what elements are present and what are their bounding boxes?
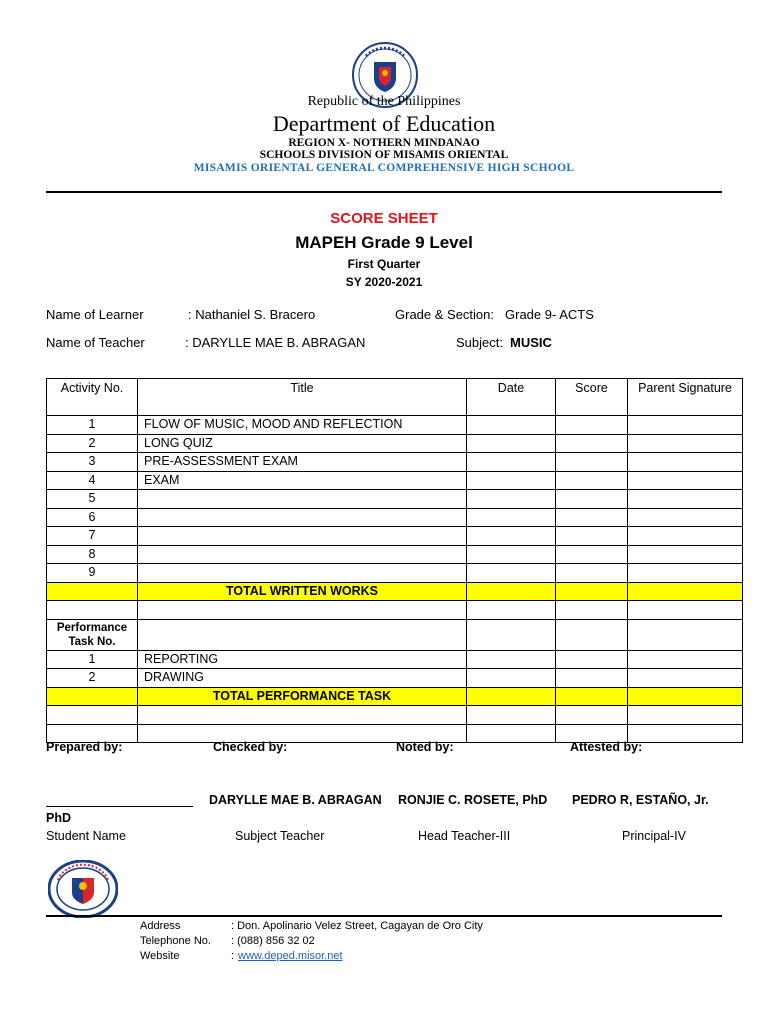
date-cell[interactable] [467, 687, 556, 706]
region-line: REGION X- NOTHERN MINDANAO [288, 137, 480, 149]
header-divider [46, 191, 722, 193]
activity-no: 7 [47, 527, 138, 546]
score-cell[interactable] [556, 669, 628, 688]
address-value: : Don. Apolinario Velez Street, Cagayan de Oro City [231, 920, 483, 932]
score-cell[interactable] [556, 687, 628, 706]
quarter-label: First Quarter [347, 257, 421, 271]
table-row [47, 564, 743, 583]
table-row [47, 650, 743, 669]
subject-level-title: MAPEH Grade 9 Level [295, 233, 473, 252]
learner-value: : Nathaniel S. Bracero [188, 307, 316, 322]
signature-cell[interactable] [628, 416, 743, 435]
activity-title: LONG QUIZ [138, 434, 467, 453]
subject-value: MUSIC [510, 335, 552, 350]
total-written-label: TOTAL WRITTEN WORKS [138, 582, 467, 601]
learner-label: Name of Learner [46, 307, 144, 322]
head-teacher-role: Head Teacher-III [418, 829, 511, 843]
subject-label: Subject: [456, 335, 503, 350]
teacher-label: Name of Teacher [46, 335, 145, 350]
score-cell[interactable] [556, 545, 628, 564]
department-title: Department of Education [272, 111, 496, 136]
total-performance-label: TOTAL PERFORMANCE TASK [138, 687, 467, 706]
signature-cell[interactable] [628, 434, 743, 453]
table-row [47, 706, 743, 725]
date-cell[interactable] [467, 471, 556, 490]
date-cell[interactable] [467, 545, 556, 564]
student-role: Student Name [46, 829, 126, 843]
activity-title[interactable] [138, 564, 467, 583]
activity-no: 2 [47, 434, 138, 453]
activity-no: 3 [47, 453, 138, 472]
head-teacher-signatory: RONJIE C. ROSETE, PhD [398, 793, 548, 807]
task-title: REPORTING [138, 650, 467, 669]
activity-no: 9 [47, 564, 138, 583]
activity-title[interactable] [138, 508, 467, 527]
signature-cell[interactable] [628, 508, 743, 527]
table-row [47, 508, 743, 527]
noted-by-label: Noted by: [396, 740, 454, 754]
signature-cell[interactable] [628, 545, 743, 564]
grade-label: Grade & Section: [395, 307, 494, 322]
footer-divider [46, 915, 722, 917]
activity-title: EXAM [138, 471, 467, 490]
score-cell[interactable] [556, 564, 628, 583]
date-cell[interactable] [467, 582, 556, 601]
signature-cell[interactable] [628, 582, 743, 601]
school-name: MISAMIS ORIENTAL GENERAL COMPREHENSIVE HIGH SCHOOL [193, 162, 575, 174]
table-row [47, 416, 743, 435]
activity-title: PRE-ASSESSMENT EXAM [138, 453, 467, 472]
activity-no: 1 [47, 416, 138, 435]
score-cell[interactable] [556, 582, 628, 601]
school-year-label: SY 2020-2021 [345, 275, 423, 289]
signature-cell[interactable] [628, 453, 743, 472]
score-cell[interactable] [556, 650, 628, 669]
grade-value: Grade 9- ACTS [505, 307, 594, 322]
signature-cell[interactable] [628, 564, 743, 583]
date-cell[interactable] [467, 416, 556, 435]
activity-title[interactable] [138, 527, 467, 546]
principal-suffix: PhD [46, 811, 71, 825]
performance-task-header: Performance Task No. [47, 619, 138, 650]
table-row [47, 601, 743, 620]
date-cell[interactable] [467, 490, 556, 509]
table-row [47, 490, 743, 509]
republic-line: Republic of the Philippines [307, 94, 461, 109]
score-cell[interactable] [556, 471, 628, 490]
teacher-role: Subject Teacher [235, 829, 325, 843]
score-cell[interactable] [556, 416, 628, 435]
activity-no: 4 [47, 471, 138, 490]
activity-no: 6 [47, 508, 138, 527]
phone-value: : (088) 856 32 02 [231, 935, 315, 947]
signature-cell[interactable] [628, 669, 743, 688]
date-cell[interactable] [467, 527, 556, 546]
principal-signatory: PEDRO R, ESTAÑO, Jr. [572, 793, 709, 807]
performance-header-row [47, 619, 743, 650]
table-row [47, 471, 743, 490]
activity-title: FLOW OF MUSIC, MOOD AND REFLECTION [138, 416, 467, 435]
score-cell[interactable] [556, 490, 628, 509]
score-table [46, 378, 743, 743]
header-parent-signature: Parent Signature [628, 379, 743, 416]
score-sheet-title: SCORE SHEET [330, 210, 438, 227]
activity-title[interactable] [138, 545, 467, 564]
activity-no: 8 [47, 545, 138, 564]
header-activity-no: Activity No. [47, 379, 138, 416]
score-cell[interactable] [556, 434, 628, 453]
header-title: Title [138, 379, 467, 416]
activity-no: 5 [47, 490, 138, 509]
table-row [47, 669, 743, 688]
principal-role: Principal-IV [622, 829, 686, 843]
phone-label: Telephone No. [140, 935, 211, 947]
date-cell[interactable] [467, 434, 556, 453]
header-date: Date [467, 379, 556, 416]
task-title: DRAWING [138, 669, 467, 688]
signature-cell[interactable] [628, 490, 743, 509]
website-link[interactable]: www.deped.misor.net [238, 950, 343, 962]
table-row [47, 453, 743, 472]
header-score: Score [556, 379, 628, 416]
date-cell[interactable] [467, 564, 556, 583]
teacher-signatory: DARYLLE MAE B. ABRAGAN [209, 793, 382, 807]
table-header-row [47, 379, 743, 416]
table-row [47, 527, 743, 546]
student-signature-line [46, 806, 193, 807]
score-cell[interactable] [556, 508, 628, 527]
table-row [47, 545, 743, 564]
date-cell[interactable] [467, 650, 556, 669]
attested-by-label: Attested by: [570, 740, 643, 754]
website-prefix: : [231, 950, 235, 962]
signature-cell[interactable] [628, 687, 743, 706]
signature-cell[interactable] [628, 471, 743, 490]
teacher-value: : DARYLLE MAE B. ABRAGAN [185, 335, 366, 350]
total-performance-row [47, 687, 743, 706]
date-cell[interactable] [467, 669, 556, 688]
total-written-row [47, 582, 743, 601]
school-seal-logo [48, 860, 118, 918]
division-line: SCHOOLS DIVISION OF MISAMIS ORIENTAL [259, 149, 509, 161]
activity-title[interactable] [138, 490, 467, 509]
date-cell[interactable] [467, 453, 556, 472]
signature-cell[interactable] [628, 650, 743, 669]
checked-by-label: Checked by: [213, 740, 288, 754]
table-row [47, 434, 743, 453]
signature-cell[interactable] [628, 527, 743, 546]
date-cell[interactable] [467, 508, 556, 527]
score-cell[interactable] [556, 453, 628, 472]
website-label: Website [140, 950, 180, 962]
score-cell[interactable] [556, 527, 628, 546]
task-no: 2 [47, 669, 138, 688]
prepared-by-label: Prepared by: [46, 740, 123, 754]
address-label: Address [140, 920, 181, 932]
task-no: 1 [47, 650, 138, 669]
